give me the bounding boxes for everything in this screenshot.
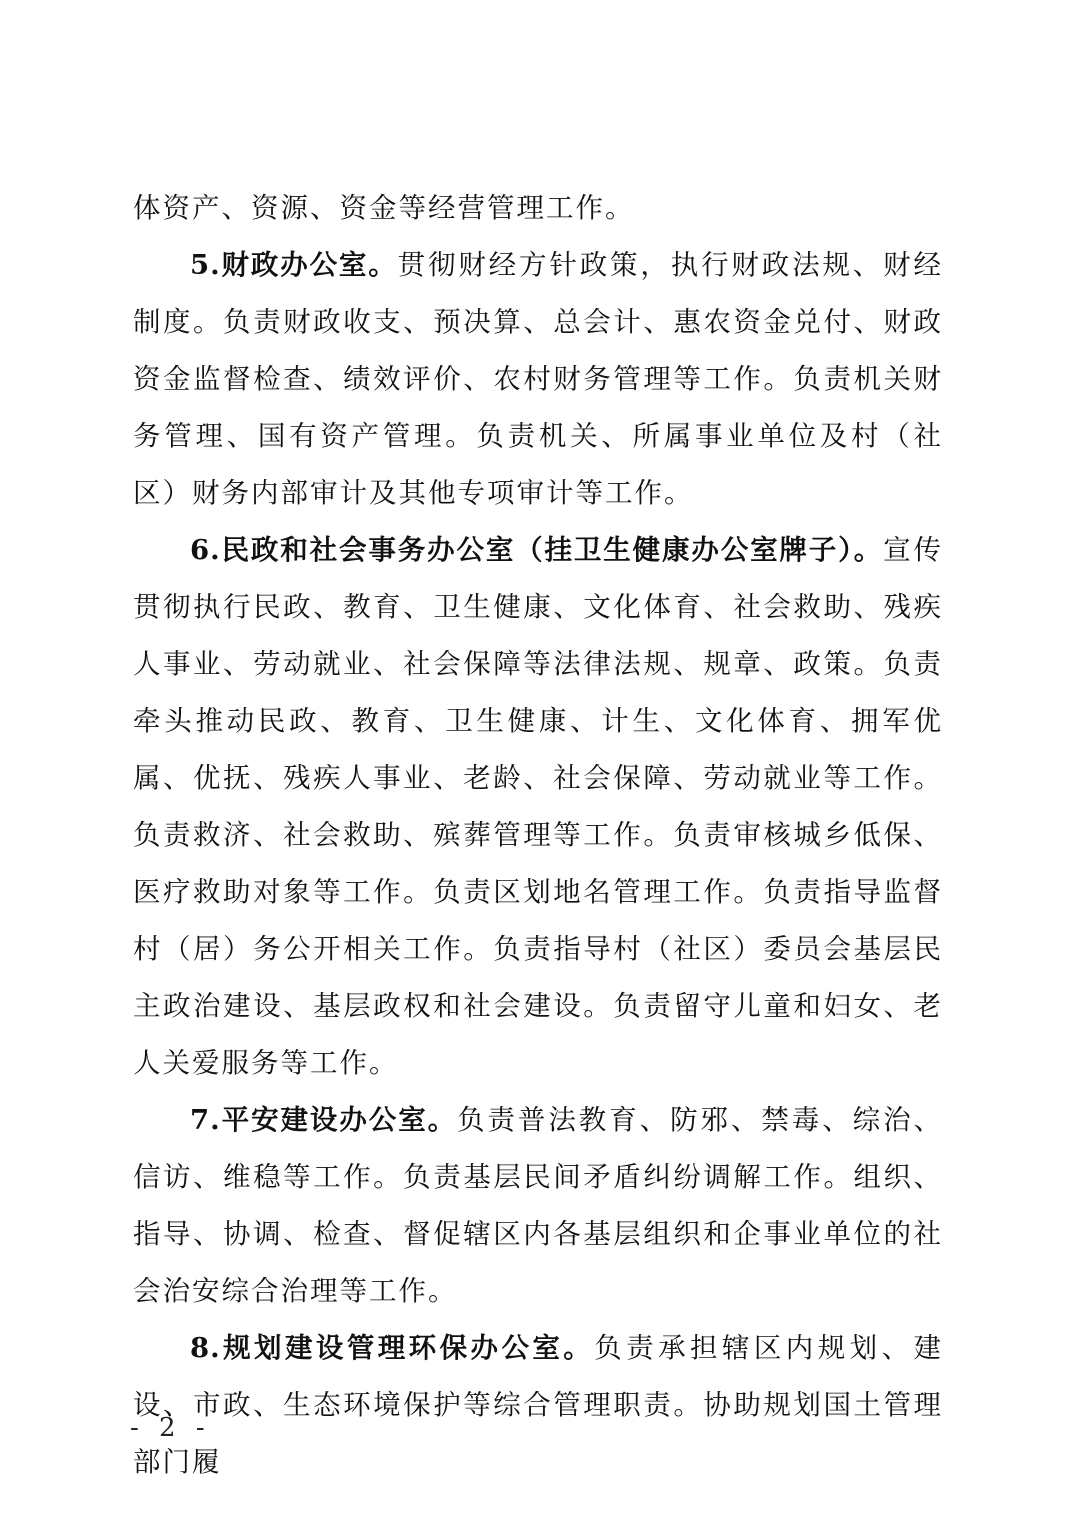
paragraph-text: 贯彻财经方针政策，执行财政法规、财经制度。负责财政收支、预决算、总会计、惠农资金兑付、财政资金监督检查、绩效评价、农村财务管理等工作。负责机关财务管理、国有资产管理。负责机关、所属事业单位及村（社区）财务内部审计及其他专项审计等工作。 [133, 249, 943, 509]
paragraph-planning-office [133, 1320, 943, 1491]
paragraph-safety-office [133, 1092, 943, 1320]
document-body [133, 180, 943, 1491]
paragraph-finance-office [133, 237, 943, 522]
paragraph-continuation [133, 180, 943, 237]
page-number: - 2 - [130, 1413, 211, 1443]
paragraph-civil-affairs-office [133, 522, 943, 1092]
section-heading: 5.财政办公室。 [190, 249, 398, 281]
section-heading: 6.民政和社会事务办公室（挂卫生健康办公室牌子）。 [190, 534, 884, 566]
section-heading: 7.平安建设办公室。 [190, 1104, 458, 1136]
section-heading: 8.规划建设管理环保办公室。 [190, 1332, 595, 1364]
paragraph-text: 宣传贯彻执行民政、教育、卫生健康、文化体育、社会救助、残疾人事业、劳动就业、社会保障等法律法规、规章、政策。负责牵头推动民政、教育、卫生健康、计生、文化体育、拥军优属、优抚、残疾人事业、老龄、社会保障、劳动就业等工作。负责救济、社会救助、殡葬管理等工作。负责审核城乡低保、医疗救助对象等工作。负责区划地名管理工作。负责指导监督村（居）务公开相关工作。负责指导村（社区）委员会基层民主政治建设、基层政权和社会建设。负责留守儿童和妇女、老人关爱服务等工作。 [133, 534, 944, 1079]
paragraph-text: 负责承担辖区内规划、建设、市政、生态环境保护等综合管理职责。协助规划国土管理部门履 [133, 1332, 944, 1478]
paragraph-text: 体资产、资源、资金等经营管理工作。 [133, 192, 635, 224]
paragraph-text: 负责普法教育、防邪、禁毒、综治、信访、维稳等工作。负责基层民间矛盾纠纷调解工作。组织、指导、协调、检查、督促辖区内各基层组织和企事业单位的社会治安综合治理等工作。 [133, 1104, 944, 1307]
